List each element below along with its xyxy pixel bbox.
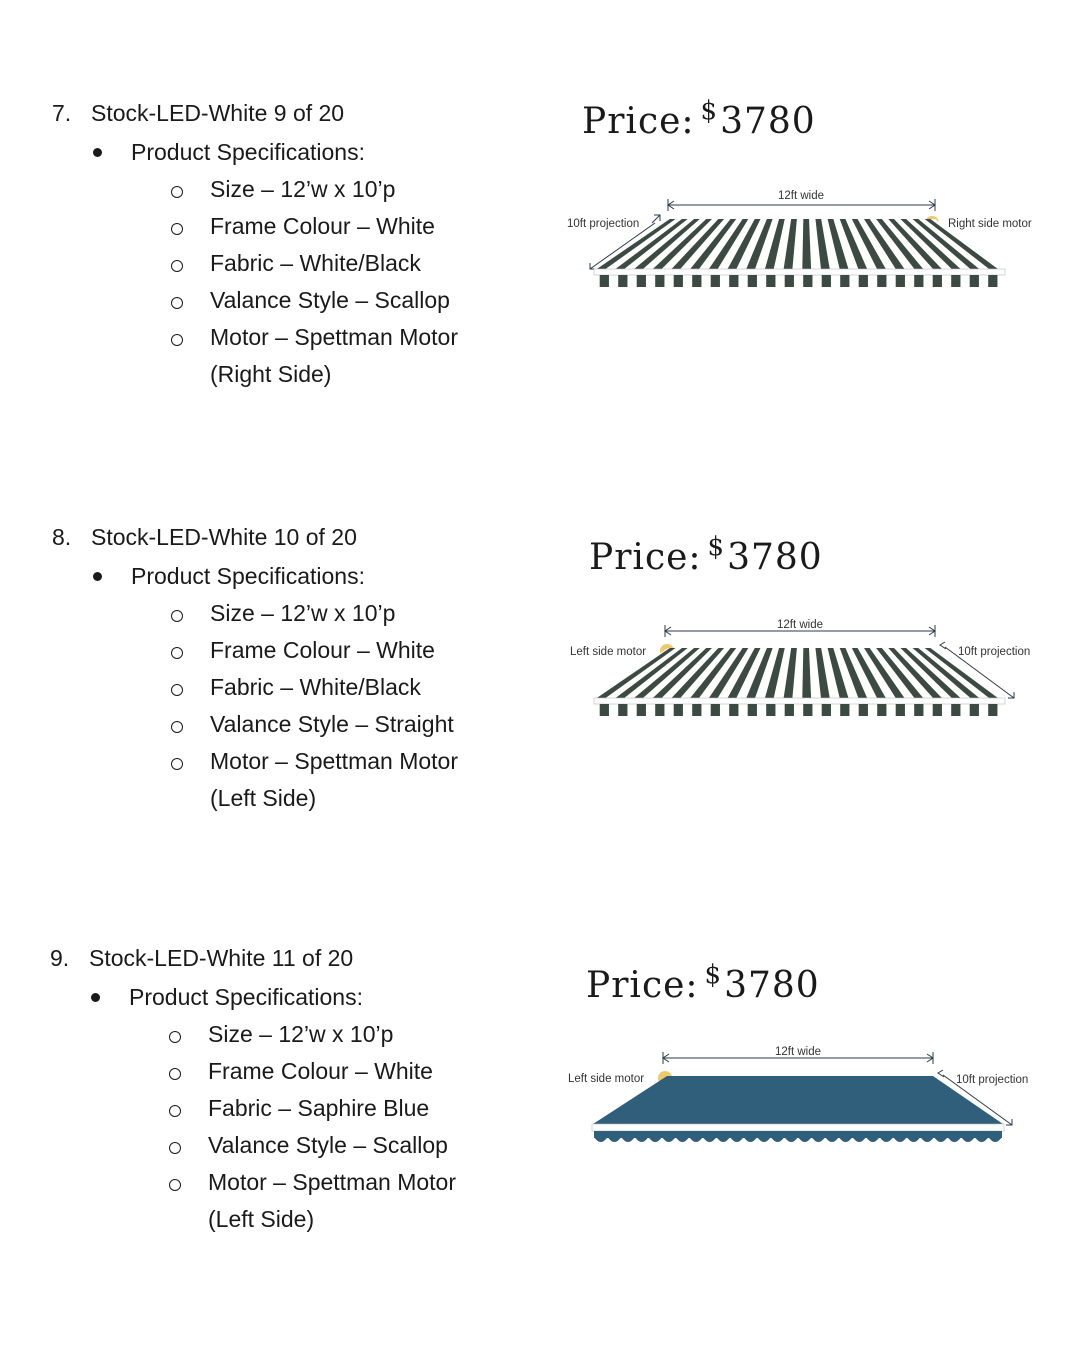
spec-list [208, 1019, 456, 1241]
spec-item: Frame Colour – White [210, 635, 458, 672]
price-label: Price: [586, 965, 699, 1006]
spec-item: Valance Style – Straight [210, 709, 458, 746]
circle-bullet-icon [171, 610, 183, 622]
circle-bullet-icon [171, 647, 183, 659]
width-label: 12ft wide [777, 190, 825, 202]
price-label: Price: [582, 101, 695, 142]
bullet-icon [91, 993, 100, 1002]
circle-bullet-icon [169, 1068, 181, 1080]
product-item-8 [0, 424, 1080, 844]
product-item-9 [0, 845, 1080, 1265]
price-currency: $ [704, 960, 723, 990]
spec-item: Size – 12’w x 10’p [208, 1019, 456, 1056]
valance-scallop [600, 275, 998, 287]
motor-label: Left side motor [568, 1073, 645, 1085]
awning-diagram [560, 612, 1040, 732]
projection-label: 10ft projection [958, 646, 1031, 658]
spec-item: Motor – Spettman Motor [210, 322, 458, 359]
front-bar [594, 698, 1005, 704]
item-title: Stock-LED-White 11 of 20 [89, 945, 354, 971]
spec-item: Frame Colour – White [210, 211, 458, 248]
valance-straight [600, 704, 998, 716]
projection-label: 10ft projection [567, 218, 640, 230]
item-title: Stock-LED-White 9 of 20 [91, 100, 345, 126]
spec-item: Valance Style – Scallop [210, 285, 458, 322]
spec-heading: Product Specifications: [131, 139, 365, 165]
awning-diagram [560, 183, 1040, 303]
product-item-7 [0, 0, 1080, 420]
awning-canopy-stripes [594, 648, 1005, 698]
spec-item: Valance Style – Scallop [208, 1130, 456, 1167]
bullet-icon [93, 572, 102, 581]
awning-svg [560, 612, 1040, 732]
item-number: 9. [50, 945, 70, 971]
circle-bullet-icon [171, 297, 183, 309]
circle-bullet-icon [171, 186, 183, 198]
spec-item-continued: (Left Side) [208, 1206, 315, 1232]
price-value: 3780 [724, 965, 820, 1006]
motor-label: Right side motor [948, 218, 1032, 230]
valance-band [594, 1131, 1002, 1138]
circle-bullet-icon [171, 260, 183, 272]
spec-item: Motor – Spettman Motor [208, 1167, 456, 1204]
handwritten-price [582, 96, 816, 142]
circle-bullet-icon [171, 334, 183, 346]
spec-heading: Product Specifications: [129, 984, 363, 1010]
item-number: 7. [52, 100, 72, 126]
price-label: Price: [589, 537, 702, 578]
spec-item: Fabric – Saphire Blue [208, 1093, 456, 1130]
price-currency: $ [707, 532, 726, 562]
item-number: 8. [52, 524, 72, 550]
price-value: 3780 [720, 101, 816, 142]
spec-item-continued: (Right Side) [210, 361, 332, 387]
awning-diagram [560, 1040, 1040, 1160]
spec-list [210, 598, 458, 820]
spec-item: Fabric – White/Black [210, 248, 458, 285]
front-bar [594, 269, 1005, 275]
spec-item-continued: (Left Side) [210, 785, 317, 811]
spec-item: Frame Colour – White [208, 1056, 456, 1093]
motor-label: Left side motor [570, 646, 647, 658]
projection-label: 10ft projection [956, 1074, 1029, 1086]
circle-bullet-icon [169, 1179, 181, 1191]
spec-item: Size – 12’w x 10’p [210, 174, 458, 211]
spec-heading: Product Specifications: [131, 563, 365, 589]
circle-bullet-icon [171, 758, 183, 770]
spec-item: Motor – Spettman Motor [210, 746, 458, 783]
item-title: Stock-LED-White 10 of 20 [91, 524, 357, 550]
circle-bullet-icon [171, 721, 183, 733]
circle-bullet-icon [171, 684, 183, 696]
price-value: 3780 [727, 537, 823, 578]
spec-list [210, 174, 458, 396]
handwritten-price [589, 532, 823, 578]
spec-item: Size – 12’w x 10’p [210, 598, 458, 635]
awning-canopy-solid [593, 1076, 1003, 1124]
price-currency: $ [700, 96, 719, 126]
width-label: 12ft wide [776, 619, 824, 631]
circle-bullet-icon [169, 1031, 181, 1043]
handwritten-price [586, 960, 820, 1006]
front-bar [592, 1124, 1004, 1131]
awning-svg [560, 1040, 1040, 1160]
bullet-icon [93, 148, 102, 157]
awning-canopy-stripes [594, 219, 1005, 269]
width-label: 12ft wide [774, 1046, 822, 1058]
circle-bullet-icon [169, 1142, 181, 1154]
spec-item: Fabric – White/Black [210, 672, 458, 709]
awning-svg [560, 183, 1040, 303]
circle-bullet-icon [171, 223, 183, 235]
circle-bullet-icon [169, 1105, 181, 1117]
